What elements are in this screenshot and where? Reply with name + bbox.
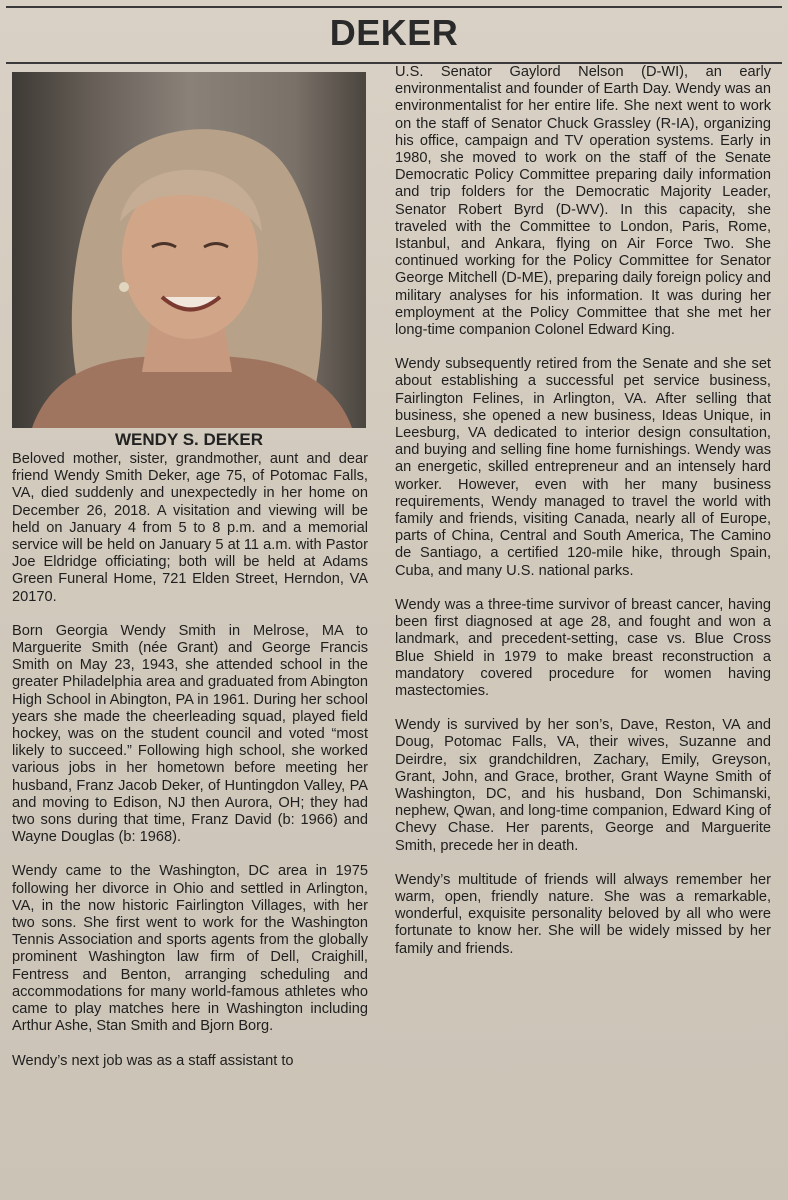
photo-caption: WENDY S. DEKER: [115, 430, 263, 449]
obituary-paragraph: Wendy subsequently retired from the Senate and she set about establishing a successful pet service business, Fairlington Felines, in Arlington, VA. After selling that business, she opened a new business, Ideas Unique, in Leesburg, VA dedicated to interior design consultation, and buying and selling fine home furnishings. Wendy was an energetic, skilled entrepreneur and an intensely hard worker. However, even with her many business requirements, Wendy managed to travel the world with family and friends, visiting Canada, nearly all of Europe, parts of China, Central and South America, The Camino de Santiago, a certified 120-mile hike, through Spain, Cuba, and many U.S. national parks.: [395, 356, 771, 579]
obituary-surname-heading: DEKER: [329, 12, 459, 53]
obituary-paragraph: Wendy’s next job was as a staff assistant to: [12, 1052, 294, 1069]
right-column: [395, 64, 771, 958]
obituary-paragraph: Wendy was a three-time survivor of breast cancer, having been first diagnosed at age 28, and fought and won a landmark, and precedent-setting, case vs. Blue Cross Blue Shield in 1979 to make breast reconstruction a mandatory covered procedure for women having mastectomies.: [395, 596, 771, 699]
obituary-paragraph: Wendy came to the Washington, DC area in 1975 following her divorce in Ohio and settled in Arlington, VA, in the now historic Fairlington Villages, with her two sons. She first went to work for the Washington Tennis Association and sports agents from the globally prominent Washington law firm of Dell, Craighill, Fentress and Benton, arranging scheduling and accommodations for many world-famous athletes who came to play matches here in Washington including Arthur Ashe, Stan Smith and Bjorn Borg.: [12, 863, 368, 1035]
obituary-paragraph: Wendy is survived by her son’s, Dave, Reston, VA and Doug, Potomac Falls, VA, their wives, Suzanne and Deirdre, six grandchildren, Zachary, Emily, Greyson, Grant, John, and Grace, brother, Grant Wayne Smith of Washington, DC, and his husband, Don Schimanski, nephew, Qwan, and long-time companion, Edward King of Chevy Chase. Her parents, George and Marguerite Smith, precede her in death.: [395, 717, 771, 854]
left-column: [12, 451, 368, 1070]
obituary-paragraph: Born Georgia Wendy Smith in Melrose, MA to Marguerite Smith (née Grant) and George Francis Smith on May 23, 1943, she attended school in the greater Philadelphia area and graduated from Abington High School in Abington, PA in 1961. During her school years she made the cheerleading squad, played field hockey, was on the student council and voted “most likely to succeed.” Following high school, she worked various jobs in her hometown before meeting her husband, Franz Jacob Deker, of Huntingdon Valley, PA and moving to Edison, NJ then Aurora, OH; they had two sons during that time, Franz David (b: 1966) and Wayne Douglas (b: 1968).: [12, 622, 368, 846]
obituary-paragraph: Wendy’s multitude of friends will always remember her warm, open, friendly nature. She was a remarkable, wonderful, exquisite personality beloved by all who were fortunate to know her. She will be widely missed by her family and friends.: [395, 871, 771, 957]
obituary-paragraph: U.S. Senator Gaylord Nelson (D-WI), an early environmentalist and founder of Earth Day. Wendy was an environmentalist for her entire life. She next went to work on the staff of Senator Chuck Grassley (R-IA), organizing his office, campaign and TV operation systems. Early in 1980, she moved to work on the staff of the Senate Democratic Policy Committee preparing daily information and trip folders for the Democratic Majority Leader, Senator Robert Byrd (D-WV). In this capacity, she traveled with the Committee to London, Paris, Rome, Istanbul, and Ankara, flying on Air Force Two. She continued working for the Policy Committee for Senator George Mitchell (D-ME), preparing daily foreign policy and military analyses for his information. It was during her employment at the Policy Committee that she met her long-time companion Colonel Edward King.: [395, 64, 771, 339]
portrait-photo: [12, 72, 366, 428]
top-rule: [6, 6, 782, 8]
portrait-illustration: [12, 72, 366, 428]
obituary-paragraph: Beloved mother, sister, grandmother, aunt and dear friend Wendy Smith Deker, age 75, of Potomac Falls, VA, died suddenly and unexpectedly in her home on December 26, 2018. A visitation and viewing will be held on January 4 from 5 to 8 p.m. and a memorial service will be held on January 5 at 11 a.m. with Pastor Joe Eldridge officiating; both will be held at Adams Green Funeral Home, 721 Elden Street, Herndon, VA 20170.: [12, 451, 368, 605]
